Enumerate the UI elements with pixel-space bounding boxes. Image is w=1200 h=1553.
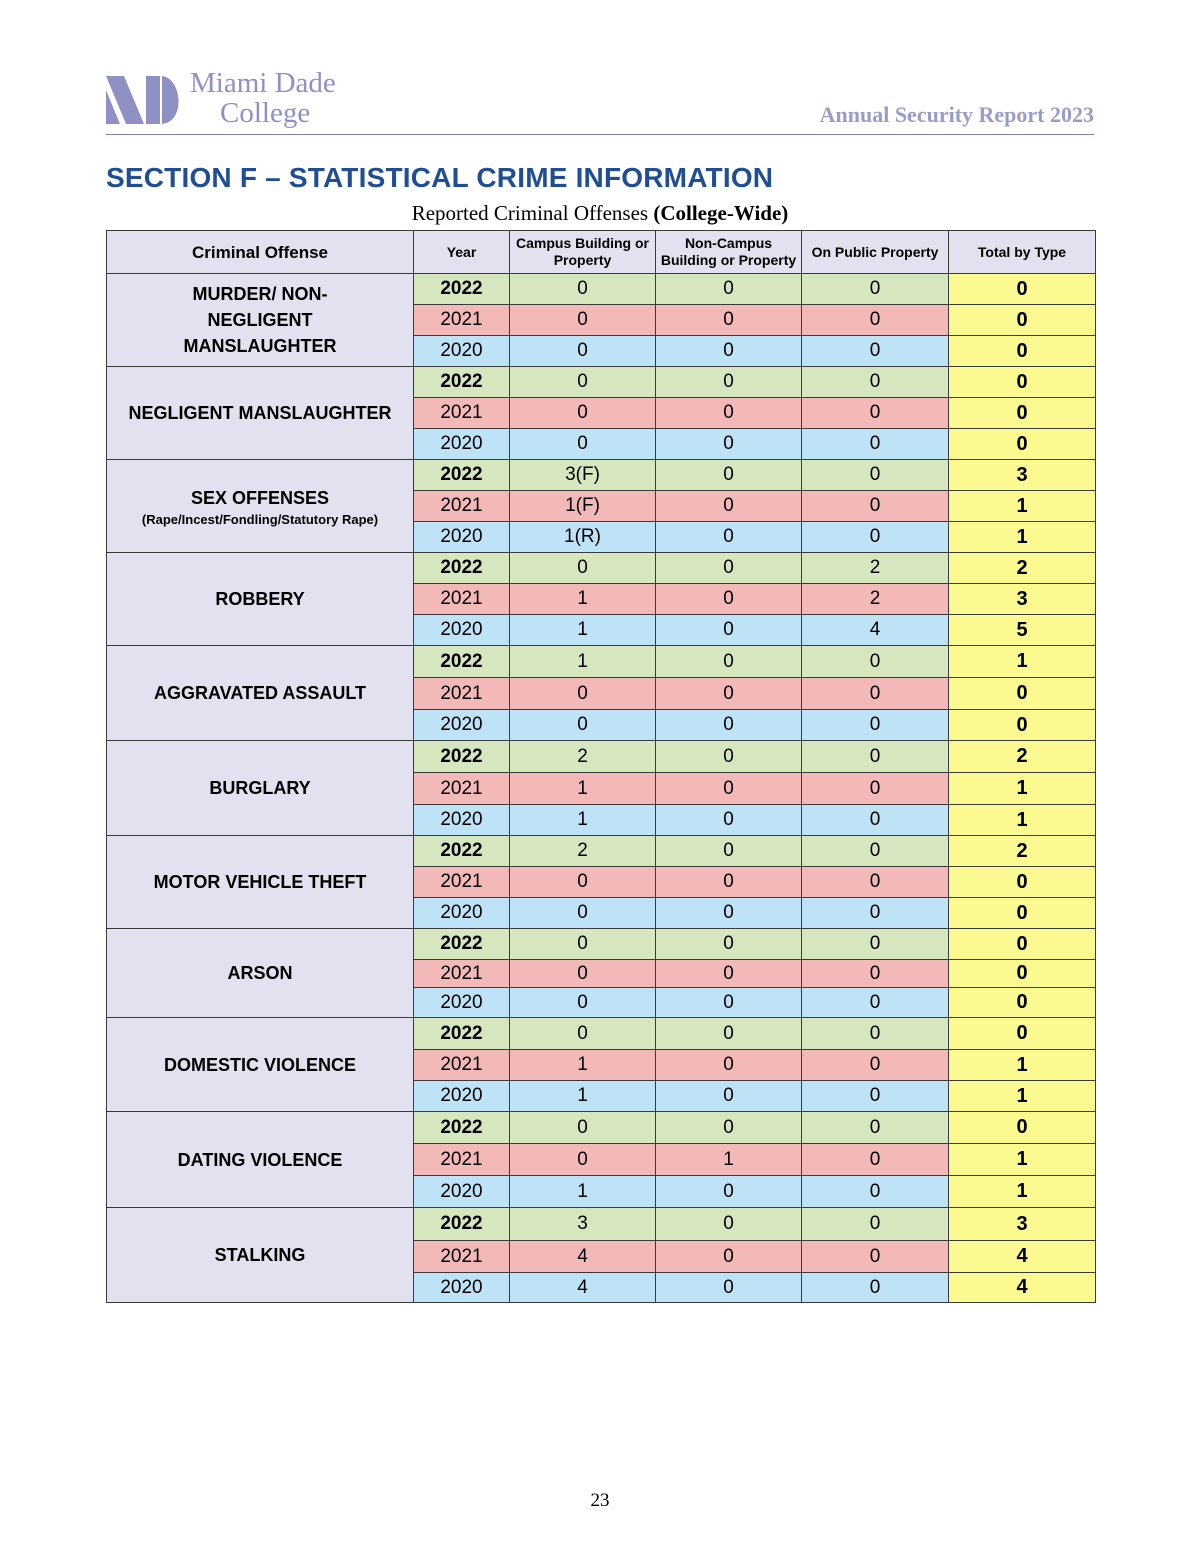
offense-subtitle: (Rape/Incest/Fondling/Statutory Rape) [141, 511, 379, 527]
year-cell: 2021 [414, 1241, 510, 1273]
campus-cell: 2 [510, 741, 656, 773]
public-cell: 0 [802, 1176, 949, 1208]
college-logo-icon [106, 72, 184, 128]
table-row [107, 646, 1096, 678]
total-cell: 1 [949, 1050, 1096, 1081]
noncampus-cell: 1 [656, 1144, 802, 1176]
year-cell: 2020 [414, 1273, 510, 1303]
campus-cell: 1 [510, 773, 656, 805]
offense-name-cell [107, 1018, 414, 1112]
year-cell: 2021 [414, 1144, 510, 1176]
year-cell: 2020 [414, 615, 510, 646]
year-cell: 2022 [414, 836, 510, 867]
offense-name-cell [107, 741, 414, 836]
table-caption [106, 201, 1094, 226]
offense-name-cell [107, 836, 414, 929]
offense-name: STALKING [214, 1245, 306, 1265]
public-cell: 0 [802, 1273, 949, 1303]
year-cell: 2022 [414, 274, 510, 305]
noncampus-cell: 0 [656, 805, 802, 836]
public-cell: 0 [802, 678, 949, 710]
noncampus-cell: 0 [656, 646, 802, 678]
noncampus-cell: 0 [656, 584, 802, 615]
campus-cell: 0 [510, 367, 656, 398]
year-cell: 2022 [414, 1112, 510, 1144]
noncampus-cell: 0 [656, 1081, 802, 1112]
campus-cell: 0 [510, 929, 656, 960]
public-cell: 0 [802, 805, 949, 836]
total-cell: 0 [949, 678, 1096, 710]
total-cell: 0 [949, 305, 1096, 336]
offense-name: BURGLARY [209, 778, 311, 798]
offense-name-cell [107, 367, 414, 460]
col-header-total: Total by Type [949, 231, 1096, 274]
year-cell: 2021 [414, 398, 510, 429]
public-cell: 0 [802, 460, 949, 491]
public-cell: 0 [802, 367, 949, 398]
public-cell: 0 [802, 646, 949, 678]
table-row [107, 836, 1096, 867]
campus-cell: 1 [510, 1050, 656, 1081]
offense-name-cell [107, 274, 414, 367]
table-row [107, 553, 1096, 584]
year-cell: 2020 [414, 522, 510, 553]
campus-cell: 0 [510, 429, 656, 460]
noncampus-cell: 0 [656, 929, 802, 960]
year-cell: 2022 [414, 646, 510, 678]
public-cell: 0 [802, 1241, 949, 1273]
noncampus-cell: 0 [656, 1241, 802, 1273]
total-cell: 2 [949, 741, 1096, 773]
public-cell: 0 [802, 1144, 949, 1176]
campus-cell: 0 [510, 398, 656, 429]
noncampus-cell: 0 [656, 836, 802, 867]
offense-name: DOMESTIC VIOLENCE [163, 1054, 356, 1075]
total-cell: 0 [949, 988, 1096, 1018]
noncampus-cell: 0 [656, 1273, 802, 1303]
col-header-noncampus: Non-Campus Building or Property [656, 231, 802, 274]
public-cell: 0 [802, 929, 949, 960]
table-row [107, 1018, 1096, 1050]
total-cell: 5 [949, 615, 1096, 646]
noncampus-cell: 0 [656, 336, 802, 367]
total-cell: 0 [949, 274, 1096, 305]
campus-cell: 4 [510, 1241, 656, 1273]
campus-cell: 0 [510, 305, 656, 336]
campus-cell: 0 [510, 1112, 656, 1144]
campus-cell: 0 [510, 1144, 656, 1176]
public-cell: 0 [802, 836, 949, 867]
year-cell: 2020 [414, 710, 510, 741]
campus-cell: 1 [510, 584, 656, 615]
year-cell: 2020 [414, 988, 510, 1018]
campus-cell: 0 [510, 898, 656, 929]
offense-name: SEX OFFENSES [190, 487, 330, 508]
section-title: SECTION F – STATISTICAL CRIME INFORMATION [106, 162, 774, 193]
total-cell: 0 [949, 1112, 1096, 1144]
noncampus-cell: 0 [656, 491, 802, 522]
page-number: 23 [590, 1490, 610, 1511]
offense-name-cell [107, 929, 414, 1018]
public-cell: 0 [802, 1050, 949, 1081]
public-cell: 0 [802, 898, 949, 929]
noncampus-cell: 0 [656, 898, 802, 929]
noncampus-cell: 0 [656, 305, 802, 336]
total-cell: 2 [949, 836, 1096, 867]
public-cell: 4 [802, 615, 949, 646]
total-cell: 1 [949, 1144, 1096, 1176]
table-row [107, 1208, 1096, 1241]
total-cell: 0 [949, 336, 1096, 367]
year-cell: 2021 [414, 678, 510, 710]
total-cell: 1 [949, 1081, 1096, 1112]
public-cell: 0 [802, 1208, 949, 1241]
total-cell: 3 [949, 1208, 1096, 1241]
year-cell: 2022 [414, 1208, 510, 1241]
public-cell: 2 [802, 584, 949, 615]
campus-cell: 0 [510, 988, 656, 1018]
noncampus-cell: 0 [656, 367, 802, 398]
noncampus-cell: 0 [656, 1208, 802, 1241]
noncampus-cell: 0 [656, 710, 802, 741]
campus-cell: 0 [510, 553, 656, 584]
year-cell: 2022 [414, 741, 510, 773]
noncampus-cell: 0 [656, 1176, 802, 1208]
public-cell: 0 [802, 522, 949, 553]
total-cell: 1 [949, 522, 1096, 553]
total-cell: 1 [949, 491, 1096, 522]
public-cell: 0 [802, 867, 949, 898]
campus-cell: 0 [510, 1018, 656, 1050]
public-cell: 0 [802, 336, 949, 367]
campus-cell: 1 [510, 615, 656, 646]
table-row [107, 929, 1096, 960]
noncampus-cell: 0 [656, 460, 802, 491]
offense-name: AGGRAVATED ASSAULT [154, 683, 366, 703]
campus-cell: 1 [510, 1176, 656, 1208]
total-cell: 0 [949, 367, 1096, 398]
logo-line-2: College [220, 97, 311, 129]
noncampus-cell: 0 [656, 867, 802, 898]
offense-name: ROBBERY [215, 589, 305, 609]
noncampus-cell: 0 [656, 398, 802, 429]
campus-cell: 2 [510, 836, 656, 867]
noncampus-cell: 0 [656, 1112, 802, 1144]
logo-line-1: Miami Dade [190, 67, 336, 99]
public-cell: 0 [802, 1081, 949, 1112]
total-cell: 4 [949, 1241, 1096, 1273]
noncampus-cell: 0 [656, 988, 802, 1018]
offense-name-cell [107, 1112, 414, 1208]
campus-cell: 0 [510, 678, 656, 710]
public-cell: 0 [802, 429, 949, 460]
campus-cell: 1 [510, 805, 656, 836]
noncampus-cell: 0 [656, 615, 802, 646]
total-cell: 0 [949, 429, 1096, 460]
campus-cell: 0 [510, 710, 656, 741]
crime-statistics-table [106, 230, 1096, 1303]
year-cell: 2021 [414, 584, 510, 615]
offense-name-cell [107, 460, 414, 553]
public-cell: 0 [802, 988, 949, 1018]
offense-name: DATING VIOLENCE [177, 1149, 343, 1170]
offense-name-cell [107, 1208, 414, 1303]
report-title: Annual Security Report 2023 [819, 102, 1094, 127]
campus-cell: 0 [510, 274, 656, 305]
public-cell: 0 [802, 960, 949, 988]
year-cell: 2022 [414, 460, 510, 491]
header-divider [106, 134, 1094, 135]
col-header-public: On Public Property [802, 231, 949, 274]
year-cell: 2020 [414, 898, 510, 929]
year-cell: 2022 [414, 553, 510, 584]
total-cell: 3 [949, 584, 1096, 615]
noncampus-cell: 0 [656, 741, 802, 773]
public-cell: 0 [802, 274, 949, 305]
year-cell: 2021 [414, 773, 510, 805]
total-cell: 4 [949, 1273, 1096, 1303]
noncampus-cell: 0 [656, 274, 802, 305]
caption-prefix: Reported Criminal Offenses [411, 201, 654, 225]
total-cell: 1 [949, 805, 1096, 836]
total-cell: 0 [949, 1018, 1096, 1050]
college-logo-text [190, 68, 336, 128]
offense-name: MURDER/ NON-NEGLIGENT MANSLAUGHTER [183, 284, 337, 356]
public-cell: 0 [802, 773, 949, 805]
public-cell: 2 [802, 553, 949, 584]
total-cell: 0 [949, 929, 1096, 960]
campus-cell: 3 [510, 1208, 656, 1241]
year-cell: 2022 [414, 367, 510, 398]
campus-cell: 1(F) [510, 491, 656, 522]
year-cell: 2021 [414, 1050, 510, 1081]
total-cell: 0 [949, 398, 1096, 429]
table-row [107, 460, 1096, 491]
public-cell: 0 [802, 741, 949, 773]
noncampus-cell: 0 [656, 1018, 802, 1050]
year-cell: 2020 [414, 429, 510, 460]
year-cell: 2020 [414, 1176, 510, 1208]
total-cell: 0 [949, 867, 1096, 898]
year-cell: 2020 [414, 1081, 510, 1112]
campus-cell: 4 [510, 1273, 656, 1303]
year-cell: 2021 [414, 305, 510, 336]
campus-cell: 0 [510, 960, 656, 988]
noncampus-cell: 0 [656, 553, 802, 584]
col-header-offense: Criminal Offense [107, 231, 414, 274]
campus-cell: 1 [510, 1081, 656, 1112]
campus-cell: 1(R) [510, 522, 656, 553]
offense-name-cell [107, 646, 414, 741]
noncampus-cell: 0 [656, 522, 802, 553]
caption-scope: (College-Wide) [653, 201, 789, 225]
noncampus-cell: 0 [656, 678, 802, 710]
year-cell: 2021 [414, 960, 510, 988]
offense-name: NEGLIGENT MANSLAUGHTER [128, 403, 392, 423]
campus-cell: 0 [510, 867, 656, 898]
total-cell: 0 [949, 710, 1096, 741]
public-cell: 0 [802, 1112, 949, 1144]
total-cell: 1 [949, 1176, 1096, 1208]
total-cell: 0 [949, 898, 1096, 929]
year-cell: 2021 [414, 867, 510, 898]
noncampus-cell: 0 [656, 960, 802, 988]
campus-cell: 3(F) [510, 460, 656, 491]
year-cell: 2020 [414, 336, 510, 367]
year-cell: 2020 [414, 805, 510, 836]
offense-name: MOTOR VEHICLE THEFT [153, 872, 367, 892]
col-header-year: Year [414, 231, 510, 274]
public-cell: 0 [802, 710, 949, 741]
table-body [107, 274, 1096, 1303]
total-cell: 2 [949, 553, 1096, 584]
total-cell: 1 [949, 646, 1096, 678]
total-cell: 0 [949, 960, 1096, 988]
table-row [107, 367, 1096, 398]
col-header-campus: Campus Building or Property [510, 231, 656, 274]
public-cell: 0 [802, 491, 949, 522]
table-row [107, 741, 1096, 773]
table-row [107, 1112, 1096, 1144]
noncampus-cell: 0 [656, 1050, 802, 1081]
year-cell: 2022 [414, 929, 510, 960]
page-header [106, 68, 1094, 136]
year-cell: 2021 [414, 491, 510, 522]
total-cell: 1 [949, 773, 1096, 805]
offense-name: ARSON [227, 963, 293, 983]
noncampus-cell: 0 [656, 429, 802, 460]
year-cell: 2022 [414, 1018, 510, 1050]
total-cell: 3 [949, 460, 1096, 491]
public-cell: 0 [802, 398, 949, 429]
campus-cell: 1 [510, 646, 656, 678]
public-cell: 0 [802, 1018, 949, 1050]
campus-cell: 0 [510, 336, 656, 367]
offense-name-cell [107, 553, 414, 646]
noncampus-cell: 0 [656, 773, 802, 805]
table-header-row [107, 231, 1096, 274]
table-row [107, 274, 1096, 305]
public-cell: 0 [802, 305, 949, 336]
